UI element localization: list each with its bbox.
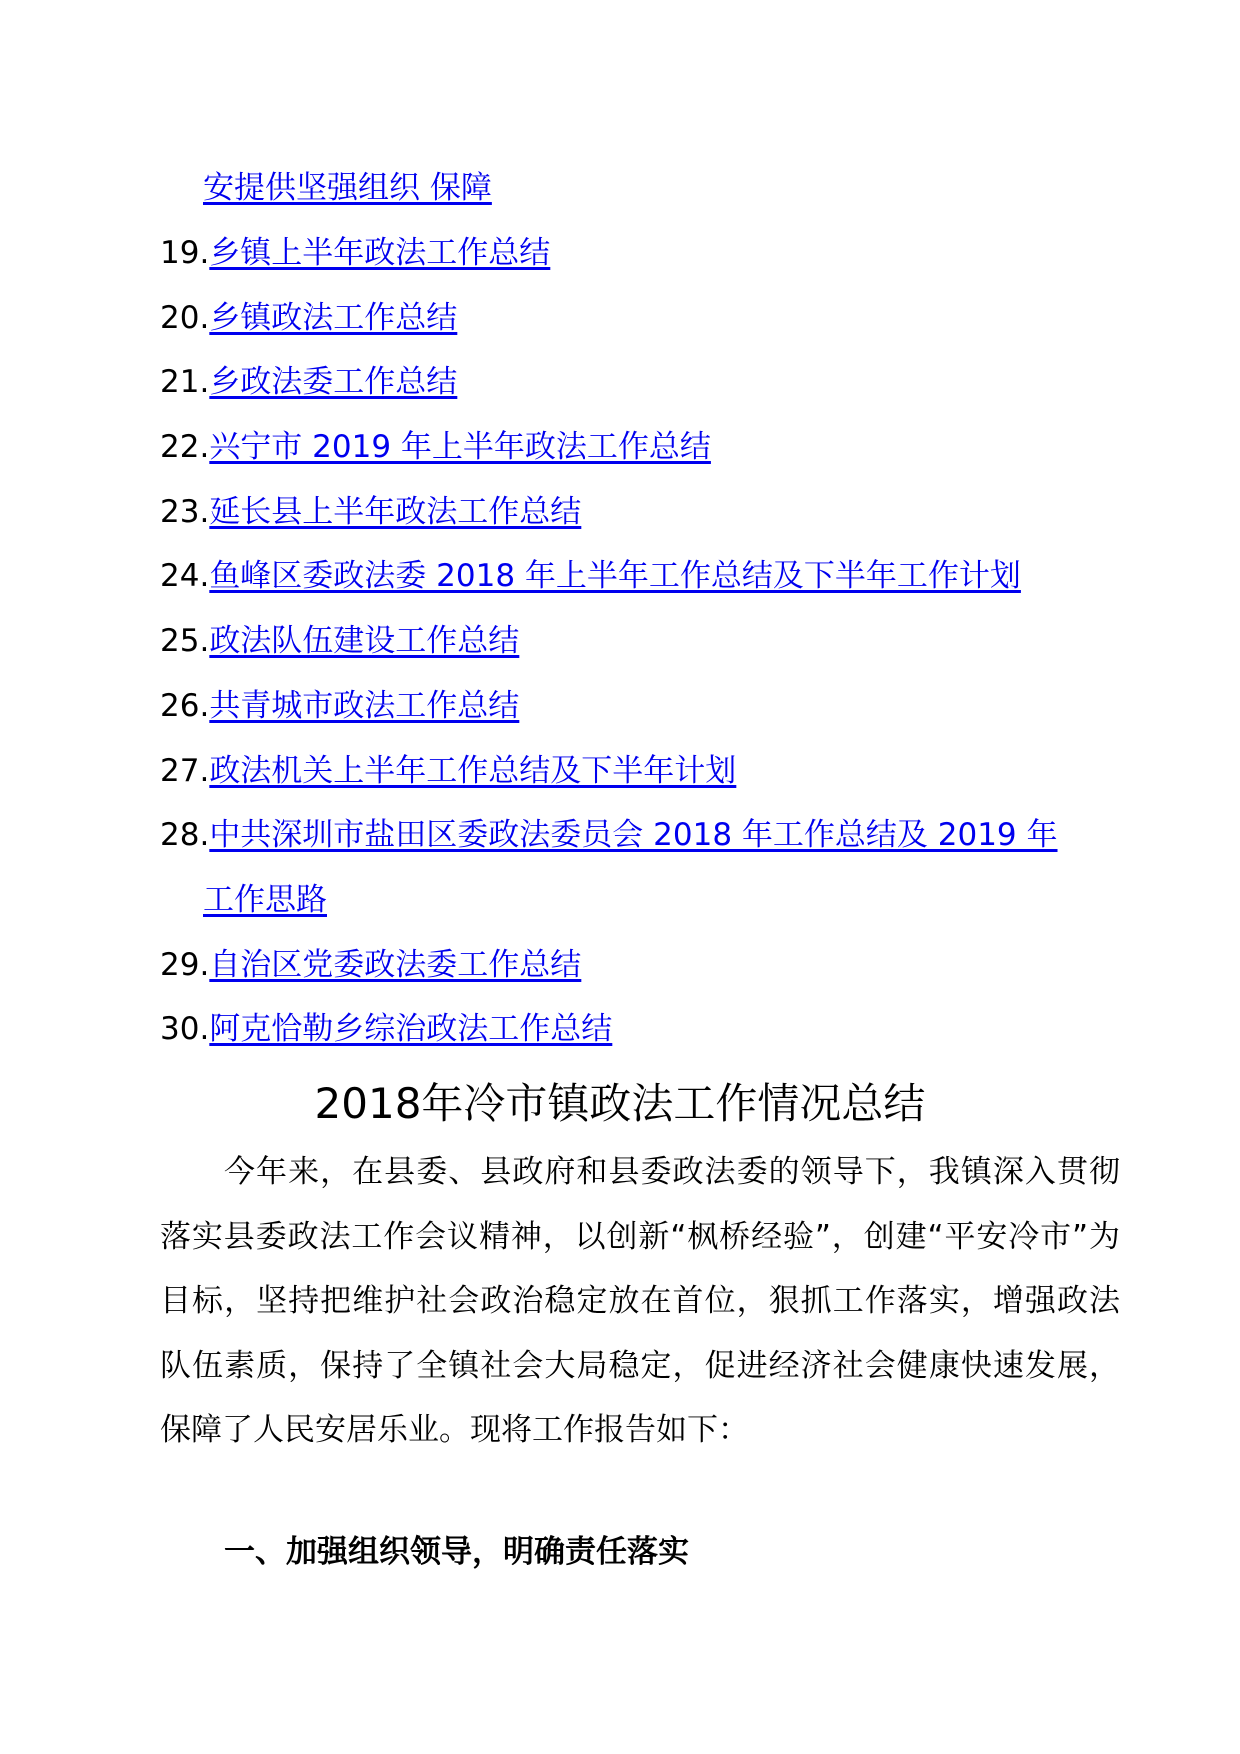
toc-item-link[interactable]: 共青城市政法工作总结	[209, 687, 520, 724]
document-body	[160, 1140, 1120, 1463]
toc-continuation-line[interactable]	[203, 168, 492, 208]
toc-item-25	[160, 621, 1160, 686]
toc-item-27	[160, 751, 1160, 816]
toc-item-26	[160, 686, 1160, 751]
toc-item-24	[160, 556, 1160, 621]
toc-item-number: 23.	[160, 493, 210, 530]
intro-paragraph: 今年来，在县委、县政府和县委政法委的领导下，我镇深入贯彻落实县委政法工作会议精神，以创新“枫桥经验”，创建“平安冷市”为目标，坚持把维护社会政治稳定放在首位，狠抓工作落实，增强政法队伍素质，保持了全镇社会大局稳定，促进经济社会健康快速发展，保障了人民安居乐业。现将工作报告如下：	[160, 1154, 1120, 1448]
toc-item-23	[160, 492, 1160, 557]
toc-item-number: 21.	[160, 364, 210, 401]
toc-item-19	[160, 233, 1160, 298]
toc-item-number: 28.	[160, 817, 210, 854]
toc-item-number: 24.	[160, 558, 210, 595]
toc-item-number: 30.	[160, 1011, 210, 1048]
toc-item-link[interactable]: 兴宁市 2019 年上半年政法工作总结	[209, 429, 711, 466]
toc-item-number: 22.	[160, 429, 210, 466]
toc-item-number: 27.	[160, 752, 210, 789]
toc-item-link[interactable]: 阿克恰勒乡综治政法工作总结	[209, 1011, 613, 1048]
toc-item-21	[160, 362, 1160, 427]
toc-item-link[interactable]: 中共深圳市盐田区委政法委员会 2018 年工作总结及 2019 年	[209, 817, 1058, 854]
toc-item-number: 25.	[160, 623, 210, 660]
toc-item-22	[160, 427, 1160, 492]
toc-item-number: 20.	[160, 299, 210, 336]
document-title: 2018年冷市镇政法工作情况总结	[314, 1079, 926, 1128]
toc-continuation-link[interactable]: 安提供坚强组织 保障	[203, 170, 492, 206]
toc-item-number: 19.	[160, 235, 210, 271]
toc-item-link[interactable]: 政法队伍建设工作总结	[209, 623, 520, 660]
toc-item-link[interactable]: 鱼峰区委政法委 2018 年上半年工作总结及下半年工作计划	[209, 558, 1021, 595]
section-heading: 一、加强组织领导，明确责任落实	[224, 1534, 689, 1570]
toc-item-28-continuation	[160, 880, 1160, 920]
toc-item-30	[160, 1009, 1160, 1074]
toc-item-link[interactable]: 乡镇上半年政法工作总结	[209, 235, 551, 271]
toc-item-28	[160, 815, 1160, 944]
toc-item-link-continuation[interactable]: 工作思路	[203, 881, 327, 918]
toc-item-number: 29.	[160, 946, 210, 983]
toc-item-link[interactable]: 乡政法委工作总结	[209, 364, 458, 401]
toc-item-29	[160, 945, 1160, 1010]
toc-item-link[interactable]: 政法机关上半年工作总结及下半年计划	[209, 752, 737, 789]
toc-item-20	[160, 298, 1160, 363]
toc-item-link[interactable]: 延长县上半年政法工作总结	[209, 493, 582, 530]
table-of-contents	[160, 233, 1160, 1074]
toc-item-number: 26.	[160, 687, 210, 724]
toc-item-link[interactable]: 自治区党委政法委工作总结	[209, 946, 582, 983]
toc-item-link[interactable]: 乡镇政法工作总结	[209, 299, 458, 336]
